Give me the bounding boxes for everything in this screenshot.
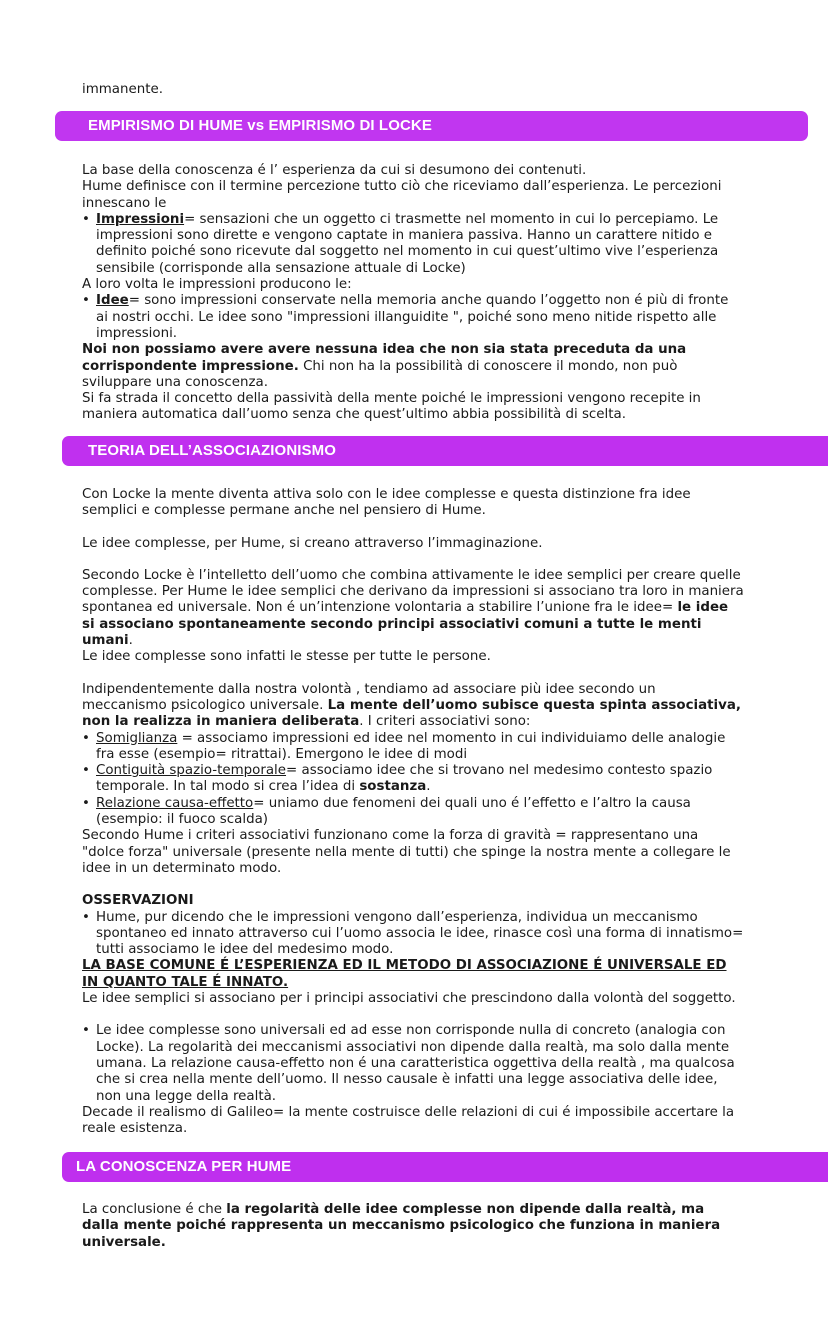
observations-heading [82,893,744,909]
text-span: Indipendentemente dalla nostra volontà , tendiamo ad associare più idee secondo un meccanismo psicologico universale. [82,681,656,713]
text-span: Secondo Locke è l’intelletto dell’uomo che combina attivamente le idee semplici per creare quelle complesse. Per Hume le idee semplici che derivano da impressioni si associano tra loro in maniera spontanea ed universale. Non é un’intenzione volontaria a stabilire l’unione fra le idee= [82,567,744,616]
section-heading-empirismo [55,111,808,141]
paragraph [82,682,744,731]
term-contiguita: Contiguità spazio-temporale [96,763,287,779]
definition-text: = associamo idee che si trovano nel medesimo contesto spazio temporale. In tal modo si crea l’idea di [96,763,713,795]
list-item-causa-effetto [82,796,744,829]
section-heading-label: LA CONOSCENZA PER HUME [76,1157,292,1175]
list-item-observation: • Le idee complesse sono universali ed ad esse non corrisponde nulla di concreto (analogia con Locke). La regolarità dei meccanismi associativi non dipende dalla realtà, ma solo dalla mente umana. La relazione causa-effetto non é una caratteristica oggettiva della realtà , ma qualcosa che si crea nella mente dell’uomo. Il nesso causale è infatti una legge associativa delle idee, non una legge della realtà. [82,1023,744,1104]
paragraph: Le idee semplici si associano per i principi associativi che prescindono dalla volontà del soggetto. [82,991,736,1007]
paragraph [82,568,744,649]
bold-term: sostanza [359,779,427,795]
continuation-text: immanente. [82,82,163,97]
section-heading-conoscenza [62,1152,828,1182]
list-item-impressioni [82,212,744,277]
section-heading-label: TEORIA DELL’ASSOCIAZIONISMO [88,441,336,459]
bold-underlined-statement: LA BASE COMUNE É L’ESPERIENZA ED IL METODO DI ASSOCIAZIONE É UNIVERSALE ED IN QUANTO TALE É INNATO. [82,958,727,990]
bold-statement: Noi non possiamo avere avere nessuna idea che non sia stata preceduta da una corrispondente impressione. [82,342,687,374]
paragraph: Si fa strada il concetto della passività della mente poiché le impressioni vengono recepite in maniera automatica dall’uomo senza che quest’ultimo abbia possibilità di scelta. [82,391,701,423]
term-causa-effetto: Relazione causa-effetto [96,795,254,811]
term-idee: Idee [96,293,129,309]
list-item-observation: • Hume, pur dicendo che le impressioni vengono dall’esperienza, individua un meccanismo spontaneo ed innato attraverso cui l’uomo associa le idee, rinasce così una forma di innatismo= tutti associamo le idee del medesimo modo. [82,910,744,959]
list-item-idee [82,293,744,342]
section-body-conoscenza [82,1202,744,1251]
paragraph [82,342,744,391]
definition-text: = sono impressioni conservate nella memoria anche quando l’oggetto non é più di fronte ai nostri occhi. Le idee sono "impressioni illanguidite ", poiché sono meno nitide rispetto alle impressioni. [96,293,729,341]
section-heading-associazionismo [62,436,828,466]
paragraph: Decade il realismo di Galileo= la mente costruisce delle relazioni di cui é impossibile accertare la reale esistenza. [82,1104,735,1137]
paragraph: Le idee complesse sono infatti le stesse per tutte le persone. [82,649,491,665]
text-span: . [426,779,431,795]
definition-text: = uniamo due fenomeni dei quali uno é l’effetto e l’altro la causa (esempio: il fuoco scalda) [96,795,691,828]
text-span: . [128,633,133,649]
term-impressioni: Impressioni [96,211,185,227]
paragraph: Hume definisce con il termine percezione tutto ciò che riceviamo dall’esperienza. Le percezioni innescano le [82,179,722,211]
section-body-associazionismo [82,487,744,1137]
definition-text: = sensazioni che un oggetto ci trasmette nel momento in cui lo percepiamo. Le impressioni sono dirette e vengono captate in maniera passiva. Hanno un carattere nitido e definito poiché sono ricevute dal soggetto nel momento in cui quest’ultimo vive l’esperienza sensibile (corrisponde alla sensazione attuale di Locke) [96,211,719,276]
paragraph: A loro volta le impressioni producono le: [82,277,352,293]
term-somiglianza: Somiglianza [96,730,178,746]
bold-statement: La mente dell’uomo subisce questa spinta associativa, non la realizza in maniera deliberata [82,697,741,730]
definition-text: = associamo impressioni ed idee nel momento in cui individuiamo delle analogie fra esse (esempio= ritrattai). Emergono le idee di modi [96,730,726,762]
section-body-empirismo [82,163,744,424]
paragraph: La base della conoscenza é l’ esperienza da cui si desumono dei contenuti. [82,163,587,178]
section-heading-label: EMPIRISMO DI HUME vs EMPIRISMO DI LOCKE [88,116,432,134]
paragraph: Con Locke la mente diventa attiva solo con le idee complesse e questa distinzione fra idee semplici e complesse permane anche nel pensiero di Hume. [82,487,691,519]
observations-title: OSSERVAZIONI [82,893,194,909]
text-span: . I criteri associativi sono: [359,714,531,730]
text-span: La conclusione é che [82,1202,227,1217]
list-item-somiglianza [82,731,744,764]
bold-statement: la regolarità delle idee complesse non dipende dalla realtà, ma dalla mente poiché rappresenta un meccanismo psicologico che funziona in maniera universale. [82,1202,721,1250]
caps-statement [82,958,744,991]
paragraph: Secondo Hume i criteri associativi funzionano come la forza di gravità = rappresentano una "dolce forza" universale (presente nella mente di tutti) che spinge la nostra mente a collegare le idee in un determinato modo. [82,828,731,876]
paragraph: Le idee complesse, per Hume, si creano attraverso l’immaginazione. [82,535,543,551]
bold-statement: le idee si associano spontaneamente secondo principi associativi comuni a tutte le menti umani [82,600,729,649]
paragraph [82,1202,744,1251]
list-item-contiguita [82,763,744,796]
text-span: Chi non ha la possibilità di conoscere il mondo, non può sviluppare una conoscenza. [82,358,678,390]
